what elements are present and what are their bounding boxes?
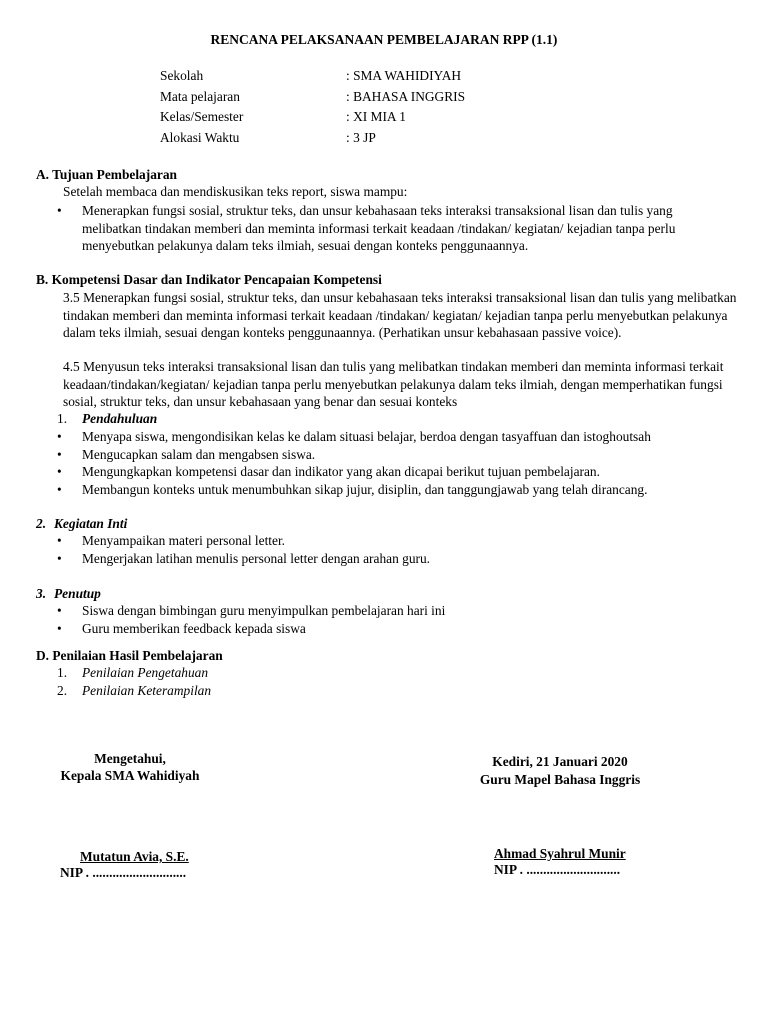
identity-value: : SMA WAHIDIYAH — [346, 68, 462, 83]
list-item: • Mengerjakan latihan menulis personal letter dengan arahan guru. — [57, 550, 757, 568]
list-item: • Mengucapkan salam dan mengabsen siswa. — [57, 446, 757, 464]
document-title: RENCANA PELAKSANAAN PEMBELAJARAN RPP (1.1) — [210, 32, 558, 47]
section-b-heading: B. Kompetensi Dasar dan Indikator Pencapaian Kompetensi — [36, 272, 382, 287]
list-item: • Guru memberikan feedback kepada siswa — [57, 620, 757, 638]
sign-left-line1: Mengetahui, — [94, 751, 166, 766]
section-a-intro: Setelah membaca dan mendiskusikan teks report, siswa mampu: — [63, 184, 408, 199]
list-item: • Menyapa siswa, mengondisikan kelas ke dalam situasi belajar, berdoa dengan tasyaffuan dan istoghoutsah — [57, 428, 757, 446]
sign-right-name: Ahmad Syahrul Munir — [494, 846, 626, 861]
penutup-list — [57, 602, 757, 637]
identity-label: Kelas/Semester — [160, 109, 244, 124]
section-d-heading: D. Penilaian Hasil Pembelajaran — [36, 648, 223, 663]
kegiatan-inti-list — [57, 532, 757, 567]
penutup-number: 3. — [36, 586, 47, 601]
identity-value: : BAHASA INGGRIS — [346, 88, 466, 104]
section-d-item-2: Penilaian Keterampilan — [82, 683, 212, 698]
section-a-list — [57, 202, 717, 255]
kd-4-5-text: 4.5 Menyusun teks interaksi transaksional lisan dan tulis yang melibatkan tindakan memberi dan meminta informasi terkait keadaan/tindakan/kegiatan/ kejadian tanpa perlu menyebutkan pelakunya dalam teks ilmiah, dengan memperhatikan fungsi sosial, struktur teks, dan unsur kebahasaan yang benar dan sesuai konteks — [63, 359, 724, 409]
section-d-number-2: 2. — [57, 683, 68, 698]
identity-value: : XI MIA 1 — [346, 109, 406, 124]
pendahuluan-number: 1. — [57, 411, 68, 426]
pendahuluan-heading: Pendahuluan — [82, 411, 158, 426]
sign-left-name: Mutatun Avia, S.E. — [80, 849, 189, 864]
kegiatan-inti-heading: Kegiatan Inti — [54, 516, 128, 531]
list-item: • Membangun konteks untuk menumbuhkan sikap jujur, disiplin, dan tanggungjawab yang telah dirancang. — [57, 481, 757, 499]
section-a-heading: A. Tujuan Pembelajaran — [36, 167, 177, 182]
sign-right-line2: Guru Mapel Bahasa Inggris — [479, 772, 641, 787]
identity-label: Alokasi Waktu — [160, 129, 240, 145]
list-item: • Siswa dengan bimbingan guru menyimpulkan pembelajaran hari ini — [57, 602, 757, 620]
section-d-item-1: Penilaian Pengetahuan — [82, 665, 209, 680]
kd-3-5-text: 3.5 Menerapkan fungsi sosial, struktur teks, dan unsur kebahasaan teks interaksi transaksional lisan dan tulis yang melibatkan tindakan memberi dan meminta informasi terkait keadaan /tindakan/ kegiatan/ kejadian tanpa perlu menyebutkan pelakunya dalam teks ilmiah, sesuai dengan konteks penggunaannya. (Perhatikan unsur kebahasaan passive voice). — [63, 290, 737, 340]
pendahuluan-list — [57, 428, 757, 498]
list-item: • Menyampaikan materi personal letter. — [57, 532, 757, 550]
list-item: • Menerapkan fungsi sosial, struktur teks, dan unsur kebahasaan teks interaksi transaksional lisan dan tulis yang melibatkan tindakan memberi dan meminta informasi terkait keadaan /tindakan/ kegiatan/ kejadian tanpa perlu menyebutkan pelakunya dalam teks ilmiah, sesuai dengan konteks penggunaannya. — [57, 202, 717, 255]
identity-label: Sekolah — [160, 68, 204, 83]
kegiatan-inti-number: 2. — [36, 516, 47, 531]
penutup-heading: Penutup — [54, 586, 101, 601]
sign-right-line1: Kediri, 21 Januari 2020 — [492, 754, 628, 769]
identity-label: Mata pelajaran — [160, 88, 240, 104]
list-item: • Mengungkapkan kompetensi dasar dan indikator yang akan dicapai berikut tujuan pembelajaran. — [57, 463, 757, 481]
sign-left-nip: NIP . ............................ — [60, 865, 187, 880]
sign-right-nip: NIP . ............................ — [494, 862, 621, 877]
identity-value: : 3 JP — [346, 129, 376, 145]
section-d-number-1: 1. — [57, 665, 68, 680]
sign-left-line2: Kepala SMA Wahidiyah — [60, 768, 200, 783]
